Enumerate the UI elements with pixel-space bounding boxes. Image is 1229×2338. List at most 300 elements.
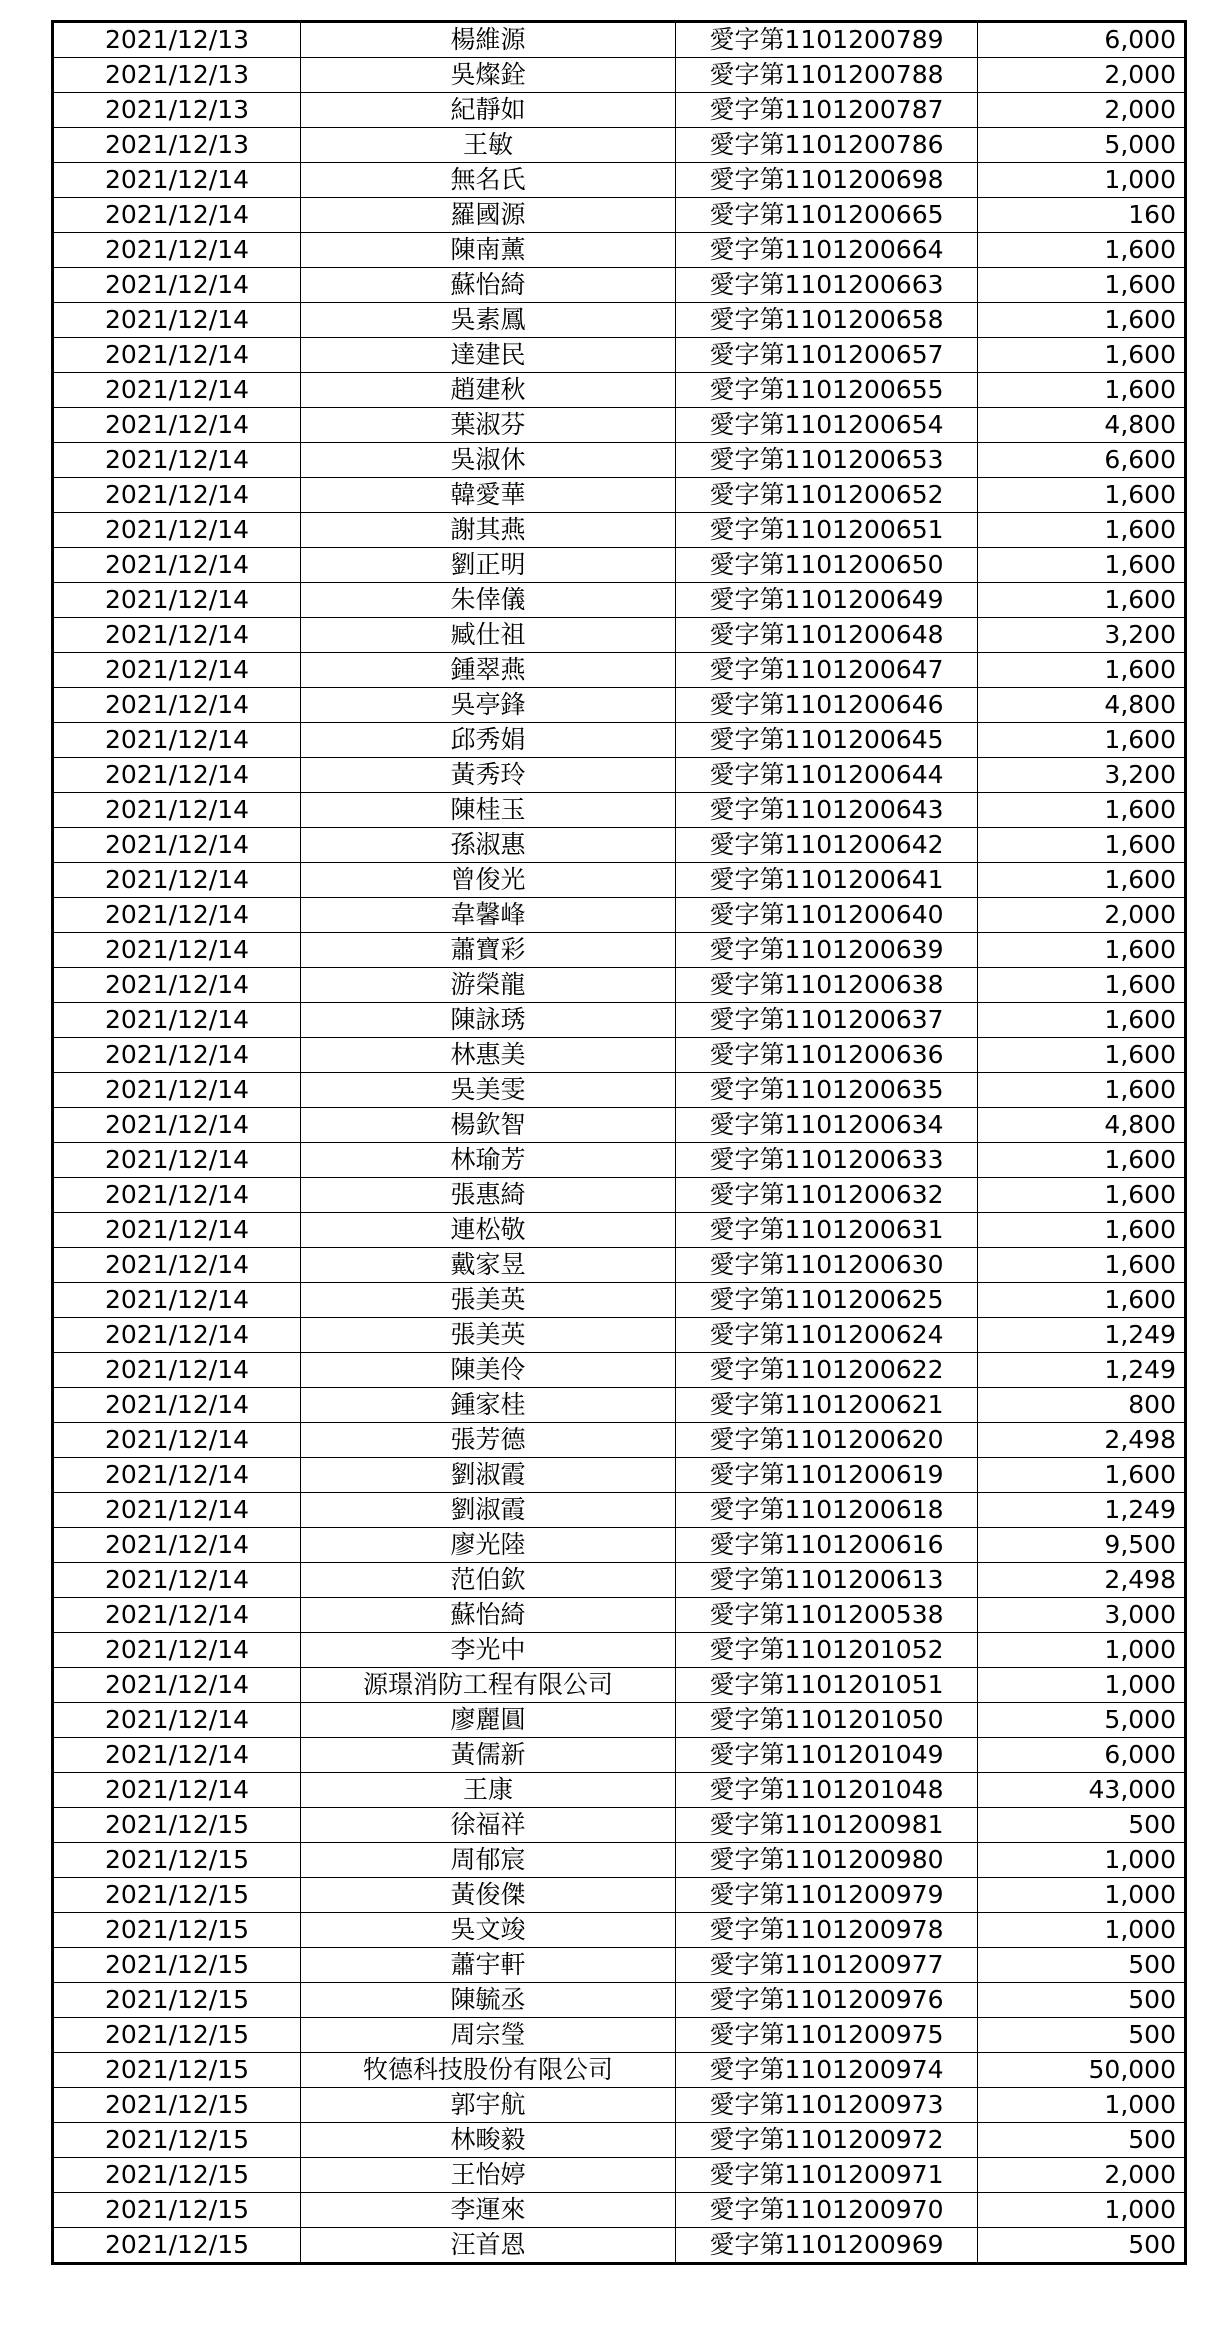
date-cell: 2021/12/14 xyxy=(53,1178,301,1213)
donor-name-cell: 蘇怡綺 xyxy=(301,268,676,303)
receipt-number-cell: 愛字第1101200636 xyxy=(676,1038,978,1073)
date-cell: 2021/12/14 xyxy=(53,1458,301,1493)
donor-name-cell: 羅國源 xyxy=(301,198,676,233)
amount-cell: 500 xyxy=(978,2228,1186,2264)
amount-cell: 1,600 xyxy=(978,233,1186,268)
donor-name-cell: 周郁宸 xyxy=(301,1843,676,1878)
donor-name-cell: 游榮龍 xyxy=(301,968,676,1003)
donor-name-cell: 韋馨峰 xyxy=(301,898,676,933)
table-row xyxy=(53,478,1186,513)
receipt-number-cell: 愛字第1101200976 xyxy=(676,1983,978,2018)
donor-name-cell: 黃儒新 xyxy=(301,1738,676,1773)
donor-name-cell: 朱倖儀 xyxy=(301,583,676,618)
table-row xyxy=(53,198,1186,233)
donor-name-cell: 曾俊光 xyxy=(301,863,676,898)
date-cell: 2021/12/14 xyxy=(53,373,301,408)
donor-name-cell: 林惠美 xyxy=(301,1038,676,1073)
amount-cell: 1,600 xyxy=(978,513,1186,548)
receipt-number-cell: 愛字第1101200654 xyxy=(676,408,978,443)
date-cell: 2021/12/15 xyxy=(53,2228,301,2264)
table-row xyxy=(53,1633,1186,1668)
receipt-number-cell: 愛字第1101200975 xyxy=(676,2018,978,2053)
date-cell: 2021/12/14 xyxy=(53,443,301,478)
donor-name-cell: 源璟消防工程有限公司 xyxy=(301,1668,676,1703)
donor-name-cell: 吳亭鋒 xyxy=(301,688,676,723)
amount-cell: 1,600 xyxy=(978,933,1186,968)
table-row xyxy=(53,723,1186,758)
donor-name-cell: 林瑜芳 xyxy=(301,1143,676,1178)
date-cell: 2021/12/14 xyxy=(53,1248,301,1283)
receipt-number-cell: 愛字第1101200657 xyxy=(676,338,978,373)
amount-cell: 5,000 xyxy=(978,1703,1186,1738)
amount-cell: 1,249 xyxy=(978,1493,1186,1528)
amount-cell: 9,500 xyxy=(978,1528,1186,1563)
date-cell: 2021/12/14 xyxy=(53,163,301,198)
receipt-number-cell: 愛字第1101200970 xyxy=(676,2193,978,2228)
donor-name-cell: 孫淑惠 xyxy=(301,828,676,863)
receipt-number-cell: 愛字第1101200638 xyxy=(676,968,978,1003)
table-row xyxy=(53,1773,1186,1808)
table-row xyxy=(53,688,1186,723)
donor-name-cell: 紀靜如 xyxy=(301,93,676,128)
date-cell: 2021/12/14 xyxy=(53,793,301,828)
table-row xyxy=(53,2193,1186,2228)
amount-cell: 2,000 xyxy=(978,58,1186,93)
date-cell: 2021/12/14 xyxy=(53,1213,301,1248)
receipt-number-cell: 愛字第1101200650 xyxy=(676,548,978,583)
amount-cell: 4,800 xyxy=(978,408,1186,443)
date-cell: 2021/12/14 xyxy=(53,1143,301,1178)
receipt-number-cell: 愛字第1101200786 xyxy=(676,128,978,163)
table-row xyxy=(53,548,1186,583)
date-cell: 2021/12/14 xyxy=(53,1073,301,1108)
receipt-number-cell: 愛字第1101200635 xyxy=(676,1073,978,1108)
table-row xyxy=(53,1598,1186,1633)
date-cell: 2021/12/14 xyxy=(53,1773,301,1808)
table-row xyxy=(53,128,1186,163)
date-cell: 2021/12/15 xyxy=(53,2158,301,2193)
donor-name-cell: 蕭宇軒 xyxy=(301,1948,676,1983)
date-cell: 2021/12/14 xyxy=(53,198,301,233)
date-cell: 2021/12/14 xyxy=(53,478,301,513)
receipt-number-cell: 愛字第1101200665 xyxy=(676,198,978,233)
table-row xyxy=(53,2018,1186,2053)
amount-cell: 1,600 xyxy=(978,1248,1186,1283)
date-cell: 2021/12/14 xyxy=(53,1318,301,1353)
donor-name-cell: 陳美伶 xyxy=(301,1353,676,1388)
amount-cell: 1,600 xyxy=(978,373,1186,408)
donor-name-cell: 劉正明 xyxy=(301,548,676,583)
donor-name-cell: 廖麗圓 xyxy=(301,1703,676,1738)
donor-name-cell: 林畯毅 xyxy=(301,2123,676,2158)
receipt-number-cell: 愛字第1101200618 xyxy=(676,1493,978,1528)
amount-cell: 1,600 xyxy=(978,1143,1186,1178)
receipt-number-cell: 愛字第1101200649 xyxy=(676,583,978,618)
date-cell: 2021/12/14 xyxy=(53,1563,301,1598)
table-row xyxy=(53,1738,1186,1773)
donor-name-cell: 劉淑霞 xyxy=(301,1458,676,1493)
receipt-number-cell: 愛字第1101200974 xyxy=(676,2053,978,2088)
date-cell: 2021/12/14 xyxy=(53,758,301,793)
amount-cell: 2,498 xyxy=(978,1563,1186,1598)
amount-cell: 4,800 xyxy=(978,1108,1186,1143)
amount-cell: 1,600 xyxy=(978,828,1186,863)
table-row xyxy=(53,1353,1186,1388)
date-cell: 2021/12/15 xyxy=(53,2088,301,2123)
amount-cell: 2,000 xyxy=(978,898,1186,933)
amount-cell: 1,600 xyxy=(978,268,1186,303)
receipt-number-cell: 愛字第1101200647 xyxy=(676,653,978,688)
amount-cell: 500 xyxy=(978,2018,1186,2053)
donor-name-cell: 李光中 xyxy=(301,1633,676,1668)
receipt-number-cell: 愛字第1101200648 xyxy=(676,618,978,653)
amount-cell: 1,000 xyxy=(978,1913,1186,1948)
receipt-number-cell: 愛字第1101200789 xyxy=(676,22,978,58)
amount-cell: 1,000 xyxy=(978,1843,1186,1878)
receipt-number-cell: 愛字第1101200788 xyxy=(676,58,978,93)
date-cell: 2021/12/14 xyxy=(53,1598,301,1633)
date-cell: 2021/12/14 xyxy=(53,828,301,863)
receipt-number-cell: 愛字第1101200646 xyxy=(676,688,978,723)
amount-cell: 6,600 xyxy=(978,443,1186,478)
amount-cell: 1,600 xyxy=(978,1178,1186,1213)
donor-name-cell: 吳淑休 xyxy=(301,443,676,478)
receipt-number-cell: 愛字第1101200972 xyxy=(676,2123,978,2158)
table-row xyxy=(53,863,1186,898)
receipt-number-cell: 愛字第1101200980 xyxy=(676,1843,978,1878)
table-row xyxy=(53,1178,1186,1213)
receipt-number-cell: 愛字第1101200979 xyxy=(676,1878,978,1913)
table-row xyxy=(53,1143,1186,1178)
table-row xyxy=(53,1913,1186,1948)
amount-cell: 160 xyxy=(978,198,1186,233)
table-row xyxy=(53,1423,1186,1458)
donor-name-cell: 臧仕祖 xyxy=(301,618,676,653)
receipt-number-cell: 愛字第1101201050 xyxy=(676,1703,978,1738)
table-row xyxy=(53,933,1186,968)
date-cell: 2021/12/14 xyxy=(53,968,301,1003)
table-row xyxy=(53,2158,1186,2193)
donor-name-cell: 黃俊傑 xyxy=(301,1878,676,1913)
amount-cell: 800 xyxy=(978,1388,1186,1423)
amount-cell: 43,000 xyxy=(978,1773,1186,1808)
amount-cell: 1,600 xyxy=(978,303,1186,338)
table-row xyxy=(53,2123,1186,2158)
date-cell: 2021/12/14 xyxy=(53,1668,301,1703)
donor-name-cell: 趙建秋 xyxy=(301,373,676,408)
donor-name-cell: 無名氏 xyxy=(301,163,676,198)
date-cell: 2021/12/14 xyxy=(53,898,301,933)
table-row xyxy=(53,1108,1186,1143)
date-cell: 2021/12/14 xyxy=(53,233,301,268)
donor-name-cell: 牧德科技股份有限公司 xyxy=(301,2053,676,2088)
amount-cell: 5,000 xyxy=(978,128,1186,163)
receipt-number-cell: 愛字第1101200639 xyxy=(676,933,978,968)
table-row xyxy=(53,1318,1186,1353)
amount-cell: 6,000 xyxy=(978,22,1186,58)
receipt-number-cell: 愛字第1101200655 xyxy=(676,373,978,408)
date-cell: 2021/12/15 xyxy=(53,1913,301,1948)
amount-cell: 500 xyxy=(978,1983,1186,2018)
amount-cell: 500 xyxy=(978,2123,1186,2158)
donor-name-cell: 吳燦銓 xyxy=(301,58,676,93)
date-cell: 2021/12/14 xyxy=(53,1493,301,1528)
receipt-number-cell: 愛字第1101200630 xyxy=(676,1248,978,1283)
table-row xyxy=(53,1668,1186,1703)
donor-name-cell: 陳詠琇 xyxy=(301,1003,676,1038)
donor-name-cell: 楊維源 xyxy=(301,22,676,58)
table-row xyxy=(53,163,1186,198)
table-row xyxy=(53,1983,1186,2018)
amount-cell: 500 xyxy=(978,1808,1186,1843)
amount-cell: 1,600 xyxy=(978,1458,1186,1493)
amount-cell: 1,600 xyxy=(978,863,1186,898)
donor-name-cell: 戴家昱 xyxy=(301,1248,676,1283)
table-row xyxy=(53,828,1186,863)
date-cell: 2021/12/14 xyxy=(53,583,301,618)
donor-name-cell: 達建民 xyxy=(301,338,676,373)
table-row xyxy=(53,1493,1186,1528)
amount-cell: 1,600 xyxy=(978,1213,1186,1248)
receipt-number-cell: 愛字第1101200633 xyxy=(676,1143,978,1178)
date-cell: 2021/12/14 xyxy=(53,513,301,548)
table-row xyxy=(53,1948,1186,1983)
donor-name-cell: 張惠綺 xyxy=(301,1178,676,1213)
receipt-number-cell: 愛字第1101200616 xyxy=(676,1528,978,1563)
date-cell: 2021/12/14 xyxy=(53,1283,301,1318)
date-cell: 2021/12/15 xyxy=(53,2053,301,2088)
receipt-number-cell: 愛字第1101200652 xyxy=(676,478,978,513)
ledger-body xyxy=(53,22,1186,2264)
amount-cell: 1,000 xyxy=(978,1668,1186,1703)
table-row xyxy=(53,93,1186,128)
amount-cell: 1,000 xyxy=(978,2088,1186,2123)
donor-name-cell: 周宗瑩 xyxy=(301,2018,676,2053)
donor-name-cell: 鍾翠燕 xyxy=(301,653,676,688)
donor-name-cell: 蕭寶彩 xyxy=(301,933,676,968)
donor-name-cell: 王敏 xyxy=(301,128,676,163)
table-row xyxy=(53,513,1186,548)
amount-cell: 500 xyxy=(978,1948,1186,1983)
receipt-number-cell: 愛字第1101200613 xyxy=(676,1563,978,1598)
date-cell: 2021/12/15 xyxy=(53,1983,301,2018)
table-row xyxy=(53,968,1186,1003)
date-cell: 2021/12/14 xyxy=(53,933,301,968)
donor-name-cell: 汪首恩 xyxy=(301,2228,676,2264)
donor-name-cell: 劉淑霞 xyxy=(301,1493,676,1528)
date-cell: 2021/12/15 xyxy=(53,2193,301,2228)
receipt-number-cell: 愛字第1101200644 xyxy=(676,758,978,793)
date-cell: 2021/12/15 xyxy=(53,1948,301,1983)
date-cell: 2021/12/15 xyxy=(53,1808,301,1843)
receipt-number-cell: 愛字第1101200625 xyxy=(676,1283,978,1318)
date-cell: 2021/12/14 xyxy=(53,1003,301,1038)
donor-name-cell: 陳南薰 xyxy=(301,233,676,268)
table-row xyxy=(53,1003,1186,1038)
table-row xyxy=(53,233,1186,268)
receipt-number-cell: 愛字第1101200651 xyxy=(676,513,978,548)
table-row xyxy=(53,1073,1186,1108)
amount-cell: 1,000 xyxy=(978,2193,1186,2228)
receipt-number-cell: 愛字第1101200981 xyxy=(676,1808,978,1843)
date-cell: 2021/12/15 xyxy=(53,1843,301,1878)
amount-cell: 1,249 xyxy=(978,1353,1186,1388)
receipt-number-cell: 愛字第1101201052 xyxy=(676,1633,978,1668)
date-cell: 2021/12/14 xyxy=(53,338,301,373)
receipt-number-cell: 愛字第1101200538 xyxy=(676,1598,978,1633)
amount-cell: 1,600 xyxy=(978,1003,1186,1038)
date-cell: 2021/12/14 xyxy=(53,303,301,338)
table-row xyxy=(53,58,1186,93)
amount-cell: 1,600 xyxy=(978,1283,1186,1318)
amount-cell: 1,600 xyxy=(978,338,1186,373)
receipt-number-cell: 愛字第1101200631 xyxy=(676,1213,978,1248)
receipt-number-cell: 愛字第1101201051 xyxy=(676,1668,978,1703)
receipt-number-cell: 愛字第1101200664 xyxy=(676,233,978,268)
date-cell: 2021/12/14 xyxy=(53,1633,301,1668)
table-row xyxy=(53,338,1186,373)
donor-name-cell: 吳文竣 xyxy=(301,1913,676,1948)
date-cell: 2021/12/14 xyxy=(53,1108,301,1143)
donor-name-cell: 王怡婷 xyxy=(301,2158,676,2193)
table-row xyxy=(53,1843,1186,1878)
receipt-number-cell: 愛字第1101200978 xyxy=(676,1913,978,1948)
table-row xyxy=(53,1283,1186,1318)
date-cell: 2021/12/13 xyxy=(53,58,301,93)
date-cell: 2021/12/14 xyxy=(53,653,301,688)
receipt-number-cell: 愛字第1101200977 xyxy=(676,1948,978,1983)
table-row xyxy=(53,1248,1186,1283)
date-cell: 2021/12/15 xyxy=(53,2018,301,2053)
date-cell: 2021/12/14 xyxy=(53,1703,301,1738)
donor-name-cell: 邱秀娟 xyxy=(301,723,676,758)
amount-cell: 2,000 xyxy=(978,2158,1186,2193)
date-cell: 2021/12/13 xyxy=(53,22,301,58)
donor-name-cell: 葉淑芬 xyxy=(301,408,676,443)
donor-name-cell: 廖光陸 xyxy=(301,1528,676,1563)
amount-cell: 3,000 xyxy=(978,1598,1186,1633)
donor-name-cell: 黃秀玲 xyxy=(301,758,676,793)
amount-cell: 1,600 xyxy=(978,793,1186,828)
receipt-number-cell: 愛字第1101200643 xyxy=(676,793,978,828)
date-cell: 2021/12/14 xyxy=(53,618,301,653)
table-row xyxy=(53,583,1186,618)
receipt-number-cell: 愛字第1101200641 xyxy=(676,863,978,898)
amount-cell: 50,000 xyxy=(978,2053,1186,2088)
receipt-number-cell: 愛字第1101200645 xyxy=(676,723,978,758)
donor-name-cell: 吳美雯 xyxy=(301,1073,676,1108)
amount-cell: 1,000 xyxy=(978,163,1186,198)
donor-name-cell: 陳桂玉 xyxy=(301,793,676,828)
amount-cell: 1,600 xyxy=(978,968,1186,1003)
date-cell: 2021/12/14 xyxy=(53,548,301,583)
receipt-number-cell: 愛字第1101200619 xyxy=(676,1458,978,1493)
amount-cell: 1,000 xyxy=(978,1633,1186,1668)
table-row xyxy=(53,898,1186,933)
table-row xyxy=(53,653,1186,688)
amount-cell: 1,600 xyxy=(978,723,1186,758)
table-row xyxy=(53,1388,1186,1423)
date-cell: 2021/12/14 xyxy=(53,723,301,758)
receipt-number-cell: 愛字第1101200698 xyxy=(676,163,978,198)
table-row xyxy=(53,408,1186,443)
date-cell: 2021/12/13 xyxy=(53,93,301,128)
table-row xyxy=(53,1703,1186,1738)
table-row xyxy=(53,1808,1186,1843)
amount-cell: 6,000 xyxy=(978,1738,1186,1773)
date-cell: 2021/12/14 xyxy=(53,1423,301,1458)
amount-cell: 1,000 xyxy=(978,1878,1186,1913)
donor-name-cell: 連松敬 xyxy=(301,1213,676,1248)
table-row xyxy=(53,303,1186,338)
table-row xyxy=(53,1878,1186,1913)
donor-name-cell: 陳毓丞 xyxy=(301,1983,676,2018)
amount-cell: 1,600 xyxy=(978,1073,1186,1108)
date-cell: 2021/12/15 xyxy=(53,2123,301,2158)
date-cell: 2021/12/14 xyxy=(53,1738,301,1773)
date-cell: 2021/12/14 xyxy=(53,268,301,303)
donor-name-cell: 張美英 xyxy=(301,1283,676,1318)
receipt-number-cell: 愛字第1101200634 xyxy=(676,1108,978,1143)
receipt-number-cell: 愛字第1101201049 xyxy=(676,1738,978,1773)
table-row xyxy=(53,2053,1186,2088)
date-cell: 2021/12/14 xyxy=(53,688,301,723)
donor-name-cell: 謝其燕 xyxy=(301,513,676,548)
receipt-number-cell: 愛字第1101200642 xyxy=(676,828,978,863)
donor-name-cell: 吳素鳳 xyxy=(301,303,676,338)
donor-name-cell: 楊欽智 xyxy=(301,1108,676,1143)
receipt-number-cell: 愛字第1101200973 xyxy=(676,2088,978,2123)
receipt-number-cell: 愛字第1101200969 xyxy=(676,2228,978,2264)
table-row xyxy=(53,1038,1186,1073)
receipt-number-cell: 愛字第1101200637 xyxy=(676,1003,978,1038)
amount-cell: 1,600 xyxy=(978,1038,1186,1073)
date-cell: 2021/12/14 xyxy=(53,1353,301,1388)
receipt-number-cell: 愛字第1101201048 xyxy=(676,1773,978,1808)
table-row xyxy=(53,268,1186,303)
table-row xyxy=(53,2228,1186,2264)
amount-cell: 1,600 xyxy=(978,653,1186,688)
date-cell: 2021/12/15 xyxy=(53,1878,301,1913)
table-row xyxy=(53,2088,1186,2123)
table-row xyxy=(53,22,1186,58)
donor-name-cell: 王康 xyxy=(301,1773,676,1808)
receipt-number-cell: 愛字第1101200624 xyxy=(676,1318,978,1353)
table-row xyxy=(53,373,1186,408)
donor-name-cell: 徐福祥 xyxy=(301,1808,676,1843)
amount-cell: 1,600 xyxy=(978,478,1186,513)
donor-name-cell: 郭宇航 xyxy=(301,2088,676,2123)
donor-name-cell: 張芳德 xyxy=(301,1423,676,1458)
receipt-number-cell: 愛字第1101200663 xyxy=(676,268,978,303)
amount-cell: 4,800 xyxy=(978,688,1186,723)
date-cell: 2021/12/14 xyxy=(53,408,301,443)
receipt-number-cell: 愛字第1101200621 xyxy=(676,1388,978,1423)
amount-cell: 1,600 xyxy=(978,583,1186,618)
table-row xyxy=(53,758,1186,793)
receipt-number-cell: 愛字第1101200658 xyxy=(676,303,978,338)
receipt-number-cell: 愛字第1101200971 xyxy=(676,2158,978,2193)
receipt-number-cell: 愛字第1101200622 xyxy=(676,1353,978,1388)
amount-cell: 3,200 xyxy=(978,618,1186,653)
table-row xyxy=(53,443,1186,478)
table-row xyxy=(53,1563,1186,1598)
receipt-number-cell: 愛字第1101200787 xyxy=(676,93,978,128)
table-row xyxy=(53,1528,1186,1563)
amount-cell: 2,498 xyxy=(978,1423,1186,1458)
date-cell: 2021/12/14 xyxy=(53,1388,301,1423)
date-cell: 2021/12/14 xyxy=(53,1528,301,1563)
